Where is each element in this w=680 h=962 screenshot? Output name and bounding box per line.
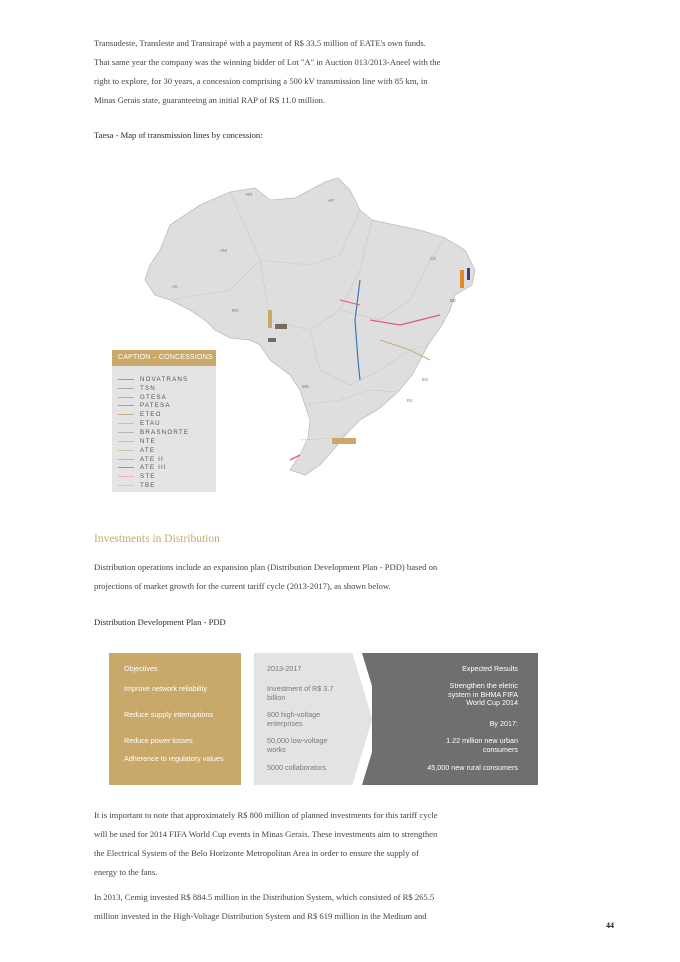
legend-label: ETAU <box>140 420 161 428</box>
objectives-header: Objectives <box>124 664 158 673</box>
legend-label: ATE II <box>140 455 164 463</box>
legend-item <box>118 384 216 393</box>
state-label: BE <box>450 298 457 303</box>
legend-item <box>118 463 216 472</box>
paragraph-line: Distribution operations include an expansion plan (Distribution Development Plan - PDD) based on <box>94 562 438 572</box>
legend-label: ATE III <box>140 464 167 472</box>
legend-swatch <box>118 405 134 406</box>
legend-swatch <box>118 379 134 380</box>
legend-item <box>118 446 216 455</box>
legend-swatch <box>118 423 134 424</box>
state-label: ES <box>422 377 429 382</box>
paragraph-line: projections of market growth for the current tariff cycle (2013-2017), as shown below. <box>94 581 391 591</box>
paragraph-line: will be used for 2014 FIFA World Cup events in Minas Gerais. These investments aim to strengthen <box>94 829 438 839</box>
legend-swatch <box>118 432 134 433</box>
legend-label: GTESA <box>140 393 167 401</box>
state-label: AP <box>328 198 335 203</box>
section-title: Investments in Distribution <box>94 533 220 545</box>
paragraph-line: Transudeste, Transleste and Transirapé with a payment of R$ 33.5 million of EATE's own funds. <box>94 38 426 48</box>
legend-swatch <box>118 450 134 451</box>
paragraph-line: right to explore, for 30 years, a concession comprising a 500 kV transmission line with 85 km, in <box>94 76 428 86</box>
state-label: RO <box>232 308 239 313</box>
state-label: CE <box>430 256 437 261</box>
legend-item <box>118 455 216 464</box>
state-label: MS <box>302 384 309 389</box>
result-item: By 2017: <box>489 719 518 728</box>
legend-item <box>118 402 216 411</box>
result-item: 45,000 new rural consumers <box>427 763 518 772</box>
period-item: Investment of R$ 3.7 billion <box>267 684 334 702</box>
legend-title: CAPTION – CONCESSIONS <box>112 350 216 366</box>
legend-swatch <box>118 397 134 398</box>
period-item: 800 high-voltage enterprises <box>267 710 321 728</box>
legend-item <box>118 472 216 481</box>
closing-paragraph <box>94 806 534 882</box>
paragraph-line: the Electrical System of the Belo Horizonte Metropolitan Area in order to ensure the supply of <box>94 848 419 858</box>
legend-label: ETEO <box>140 411 162 419</box>
legend-item <box>118 437 216 446</box>
result-item: 1.22 million new urban consumers <box>446 736 518 754</box>
period-item: 5000 collaborators <box>267 763 327 772</box>
results-header: Expected Results <box>462 664 518 673</box>
legend-swatch <box>118 414 134 415</box>
legend-swatch <box>118 467 134 468</box>
state-label: AC <box>172 284 179 289</box>
legend-item <box>118 419 216 428</box>
paragraph-line: It is important to note that approximately R$ 800 million of planned investments for this tariff cycle <box>94 810 438 820</box>
legend-item <box>118 375 216 384</box>
distribution-paragraph <box>94 558 534 596</box>
paragraph-line: That same year the company was the winning bidder of Lot "A" in Auction 013/2013-Aneel with the <box>94 57 441 67</box>
map-title: Taesa - Map of transmission lines by concession: <box>94 130 263 140</box>
paragraph-line: million invested in the High-Voltage Distribution System and R$ 619 million in the Medium and <box>94 911 427 921</box>
legend-swatch <box>118 441 134 442</box>
legend-label: TBE <box>140 482 156 490</box>
objective-item: Improve network reliability <box>124 684 208 693</box>
paragraph-line: Minas Gerais state, guaranteeing an initial RAP of R$ 11.0 million. <box>94 95 326 105</box>
state-label: RR <box>246 192 253 197</box>
legend-label: TSN <box>140 384 156 392</box>
legend-swatch <box>118 476 134 477</box>
legend-label: NOVATRANS <box>140 375 189 383</box>
legend-item <box>118 393 216 402</box>
legend-list <box>112 366 216 490</box>
objective-item: Reduce power losses <box>124 736 193 745</box>
legend-label: ATE <box>140 446 156 454</box>
state-label: AM <box>220 248 227 253</box>
legend-swatch <box>118 485 134 486</box>
legend-label: PATESA <box>140 402 171 410</box>
legend-item <box>118 410 216 419</box>
state-label: RJ <box>407 398 413 403</box>
legend-label: NTE <box>140 437 156 445</box>
objective-item: Reduce supply interruptions <box>124 710 214 719</box>
pdd-diagram <box>109 653 538 785</box>
legend-item <box>118 481 216 490</box>
paragraph-line: energy to the fans. <box>94 867 158 877</box>
page-number: 44 <box>606 921 614 930</box>
legend-item <box>118 428 216 437</box>
legend-swatch <box>118 388 134 389</box>
intro-paragraph <box>94 34 534 110</box>
paragraph-line: In 2013, Cemig invested R$ 884.5 million in the Distribution System, which consisted of R$ 265.5 <box>94 892 435 902</box>
legend-label: BRASNORTE <box>140 428 190 436</box>
pdd-title: Distribution Development Plan - PDD <box>94 617 226 627</box>
map-legend <box>112 350 216 492</box>
result-item: Strengthen the eletric system in BHMA FIFA World Cup 2014 <box>448 681 518 708</box>
legend-swatch <box>118 459 134 460</box>
period-item: 50,000 low-voltage works <box>267 736 328 754</box>
legend-label: STE <box>140 473 156 481</box>
period-header: 2013-2017 <box>267 664 302 673</box>
objective-item: Adherence to regulatory values <box>124 754 224 763</box>
final-paragraph <box>94 888 534 926</box>
